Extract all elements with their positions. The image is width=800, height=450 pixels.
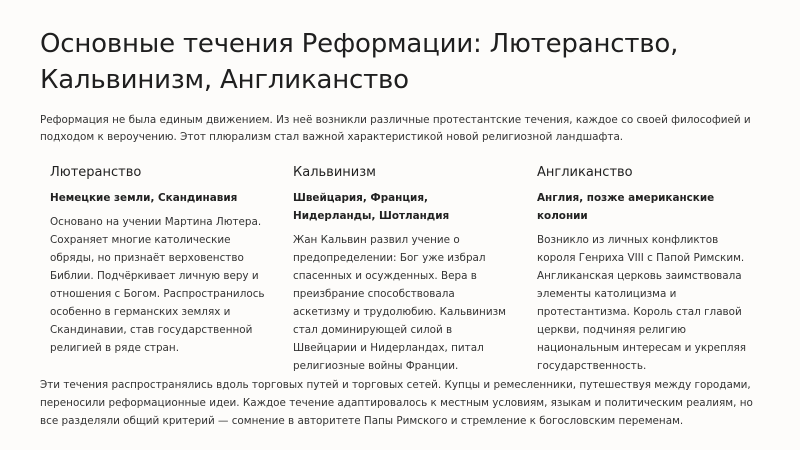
column-anglicanism [537, 163, 755, 375]
column-title: Англиканство [537, 165, 633, 180]
column-text: Жан Кальвин развил учение о предопределении: Бог уже избрал спасенных и осужденных. Вера в преизбрание способствовала аскетизму и трудолюбию. Кальвинизм стал доминирующей силой в Швейцарии и Нидерландах, питал религиозные войны Франции. [293, 234, 506, 372]
column-text: Основано на учении Мартина Лютера. Сохраняет многие католические обряды, но признаёт верховенство Библии. Подчёркивает личную веру и отношения с Богом. Распространилось особенно в германских землях и Скандинавии, став государственной религией в ряде стран. [50, 216, 265, 354]
page-title: Основные течения Реформации: Лютеранство, Кальвинизм, Англиканство [40, 29, 679, 95]
intro-paragraph: Реформация не была единым движением. Из неё возникли различные протестантские течения, каждое со своей философией и подходом к вероучению. Этот плюрализм стал важной характеристикой новой религиозной ландшафта. [40, 114, 751, 143]
movements-columns [40, 163, 760, 372]
column-text: Возникло из личных конфликтов короля Генриха VIII с Папой Римским. Англиканская церковь заимствовала элементы католицизма и протестантизма. Король стал главой церкви, подчиняя религию национальным интересам и укрепляя государственность. [537, 234, 747, 372]
column-region: Немецкие земли, Скандинавия [50, 192, 238, 204]
column-title: Лютеранство [50, 165, 142, 180]
column-title: Кальвинизм [293, 165, 376, 180]
column-region: Швейцария, Франция, Нидерланды, Шотландия [293, 192, 450, 222]
column-lutheranism [50, 163, 268, 357]
column-region: Англия, позже американские колонии [537, 192, 715, 222]
column-calvinism [293, 163, 511, 375]
outro-paragraph: Эти течения распространялись вдоль торговых путей и торговых сетей. Купцы и ремесленники, путешествуя между городами, переносили реформационные идеи. Каждое течение адаптировалось к местным условиям, языкам и политическим реалиям, но все разделяли общий критерий — сомнение в авторитете Папы Римского и стремление к богословским переменам. [40, 379, 753, 427]
